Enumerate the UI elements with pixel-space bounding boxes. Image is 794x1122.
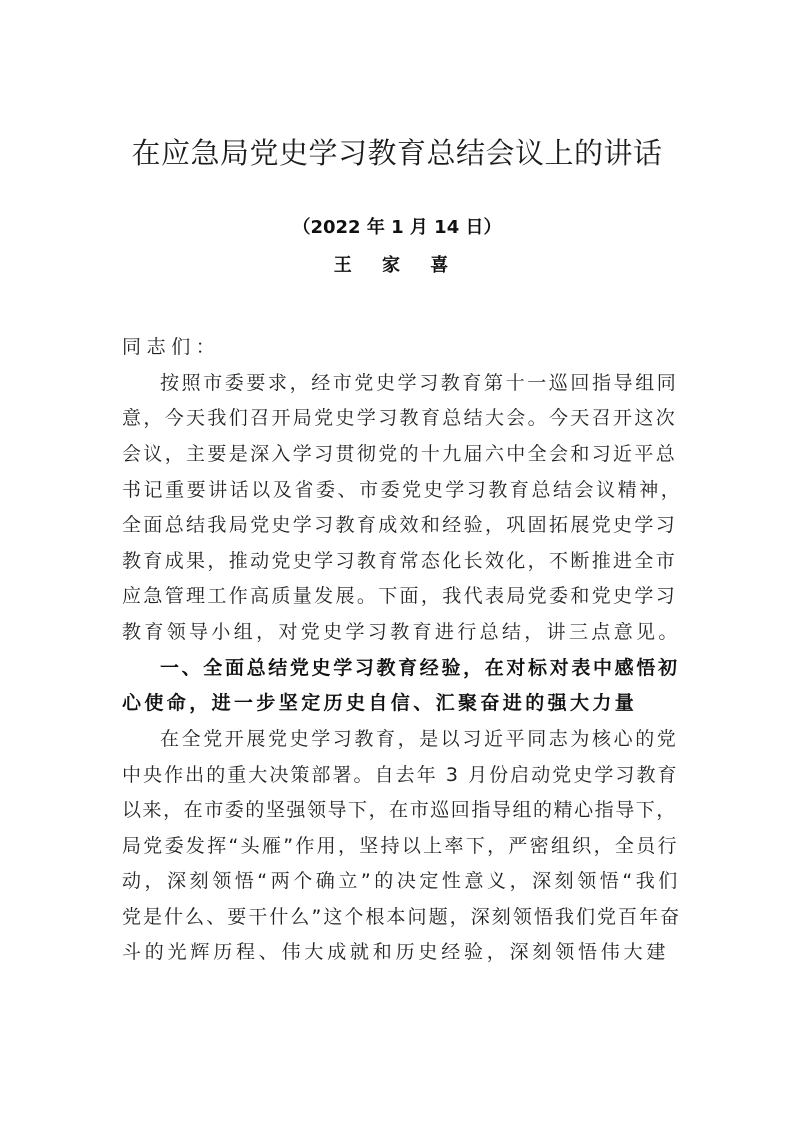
body-line: 意，今天我们召开局党史学习教育总结大会。今天召开这次 — [122, 407, 678, 429]
document-title: 在应急局党史学习教育总结会议上的讲话 — [131, 136, 663, 170]
body-line: 局党委发挥“头雁”作用，坚持以上率下，严密组织，全员行 — [122, 835, 679, 857]
salutation: 同志们： — [122, 336, 221, 358]
body-line: 教育领导小组，对党史学习教育进行总结，讲三点意见。 — [122, 621, 681, 643]
document-date: （2022 年 1 月 14 日） — [292, 217, 502, 238]
body-line: 应急管理工作高质量发展。下面，我代表局党委和党史学习 — [122, 585, 678, 607]
body-line: 书记重要讲话以及省委、市委党史学习教育总结会议精神， — [122, 479, 683, 501]
section-heading: 心使命，进一步坚定历史自信、汇聚奋进的强大力量 — [122, 692, 638, 714]
document-author: 王 家 喜 — [333, 255, 461, 276]
body-line: 在全党开展党史学习教育，是以习近平同志为核心的党 — [160, 728, 679, 750]
body-line: 中央作出的重大决策部署。自去年 3 月份启动党史学习教育 — [122, 764, 679, 786]
section-heading: 一、全面总结党史学习教育经验，在对标对表中感悟初 — [160, 657, 680, 679]
body-line: 动，深刻领悟“两个确立”的决定性意义，深刻领悟“我们 — [122, 870, 681, 892]
body-line: 按照市委要求，经市党史学习教育第十一巡回指导组同 — [160, 372, 679, 394]
body-line: 教育成果，推动党史学习教育常态化长效化，不断推进全市 — [122, 550, 678, 572]
body-line: 会议，主要是深入学习贯彻党的十九届六中全会和习近平总 — [122, 443, 678, 465]
body-line: 党是什么、要干什么”这个根本问题，深刻领悟我们党百年奋 — [122, 906, 682, 928]
body-line: 以来，在市委的坚强领导下，在市巡回指导组的精心指导下， — [122, 799, 677, 821]
body-line: 斗的光辉历程、伟大成就和历史经验，深刻领悟伟大建 — [122, 941, 670, 963]
body-line: 全面总结我局党史学习教育成效和经验，巩固拓展党史学习 — [122, 514, 678, 536]
